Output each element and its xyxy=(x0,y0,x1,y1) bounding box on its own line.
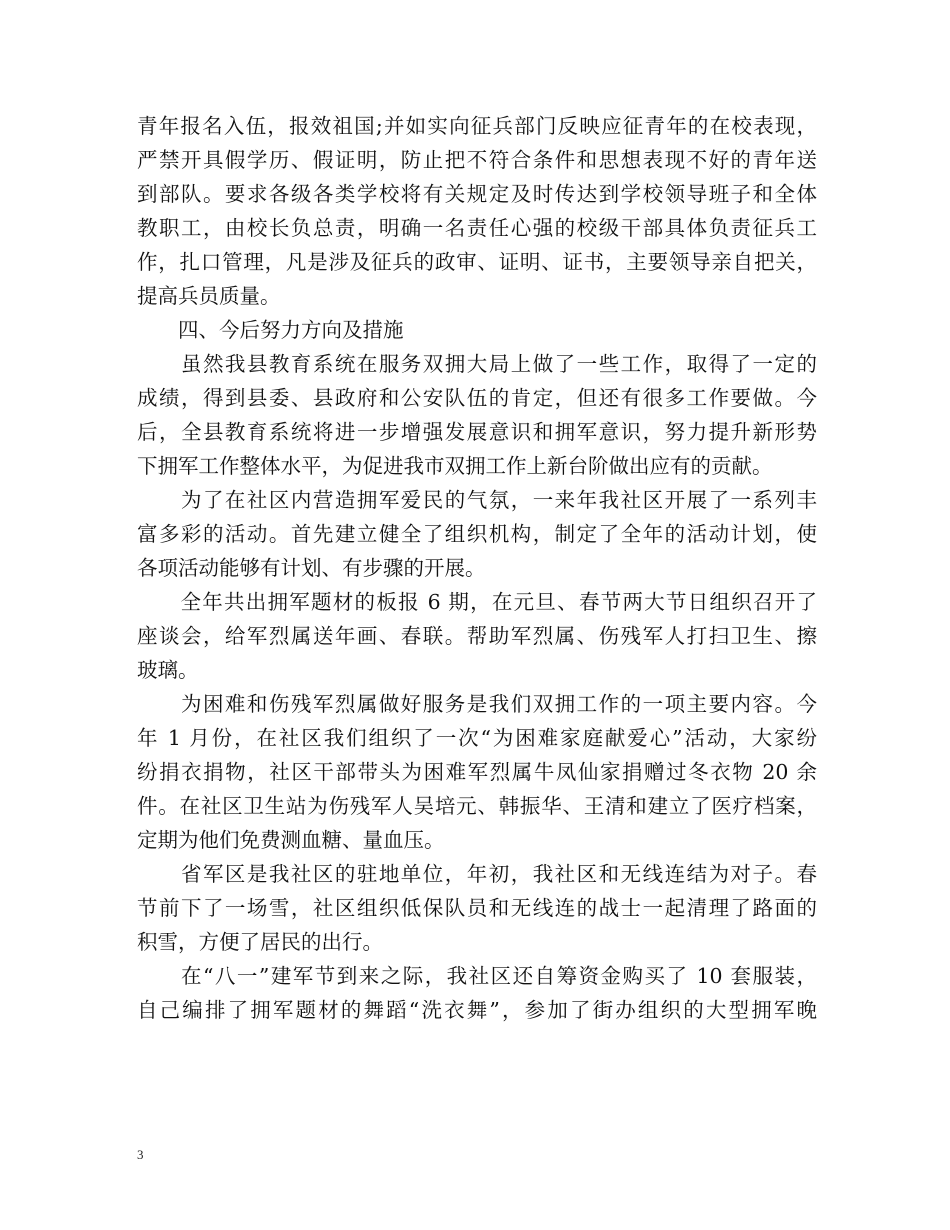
text-line: 下拥军工作整体水平，为促进我市双拥工作上新台阶做出应有的贡献。 xyxy=(137,454,773,478)
text-line: 富多彩的活动。首先建立健全了组织机构，制定了全年的活动计划，使 xyxy=(137,522,817,546)
text-line: 成绩，得到县委、县政府和公安队伍的肯定，但还有很多工作要做。今 xyxy=(137,386,817,410)
text-line: 作，扎口管理，凡是涉及征兵的政审、证明、证书，主要领导亲自把关， xyxy=(137,250,817,274)
text-line: 年 1 月份，在社区我们组织了一次“为困难家庭献爱心”活动，大家纷 xyxy=(137,726,817,750)
text-line: 各项活动能够有计划、有步骤的开展。 xyxy=(137,556,486,580)
text-line: 严禁开具假学历、假证明，防止把不符合条件和思想表现不好的青年送 xyxy=(137,148,817,172)
text-line: 教职工，由校长负总责，明确一名责任心强的校级干部具体负责征兵工 xyxy=(137,216,817,240)
text-line: 件。在社区卫生站为伤残军人吴培元、韩振华、王清和建立了医疗档案， xyxy=(137,794,817,818)
text-line: 为困难和伤残军烈属做好服务是我们双拥工作的一项主要内容。今 xyxy=(137,692,817,716)
text-line: 虽然我县教育系统在服务双拥大局上做了一些工作，取得了一定的 xyxy=(137,352,817,376)
text-line: 定期为他们免费测血糖、量血压。 xyxy=(137,828,445,852)
text-line: 为了在社区内营造拥军爱民的气氛，一来年我社区开展了一系列丰 xyxy=(137,488,817,512)
text-line: 积雪，方便了居民的出行。 xyxy=(137,930,383,954)
text-line: 纷捐衣捐物，社区干部带头为困难军烈属牛凤仙家捐赠过冬衣物 20 余 xyxy=(137,760,817,784)
text-line: 后，全县教育系统将进一步增强发展意识和拥军意识，努力提升新形势 xyxy=(137,420,817,444)
text-line: 自己编排了拥军题材的舞蹈“洗衣舞”，参加了街办组织的大型拥军晚 xyxy=(137,998,817,1022)
text-line: 青年报名入伍，报效祖国;并如实向征兵部门反映应征青年的在校表现， xyxy=(137,114,817,138)
text-line: 节前下了一场雪，社区组织低保队员和无线连的战士一起清理了路面的 xyxy=(137,896,817,920)
text-line: 玻璃。 xyxy=(137,658,199,682)
text-line: 省军区是我社区的驻地单位，年初，我社区和无线连结为对子。春 xyxy=(137,862,817,886)
text-line: 全年共出拥军题材的板报 6 期，在元旦、春节两大节日组织召开了 xyxy=(137,590,817,614)
section-heading: 四、今后努力方向及措施 xyxy=(137,318,404,342)
text-line: 提高兵员质量。 xyxy=(137,284,281,308)
page-number: 3 xyxy=(137,1147,144,1162)
text-line: 座谈会，给军烈属送年画、春联。帮助军烈属、伤残军人打扫卫生、擦 xyxy=(137,624,817,648)
text-line: 在“八一”建军节到来之际，我社区还自筹资金购买了 10 套服装， xyxy=(137,964,817,988)
text-line: 到部队。要求各级各类学校将有关规定及时传达到学校领导班子和全体 xyxy=(137,182,817,206)
